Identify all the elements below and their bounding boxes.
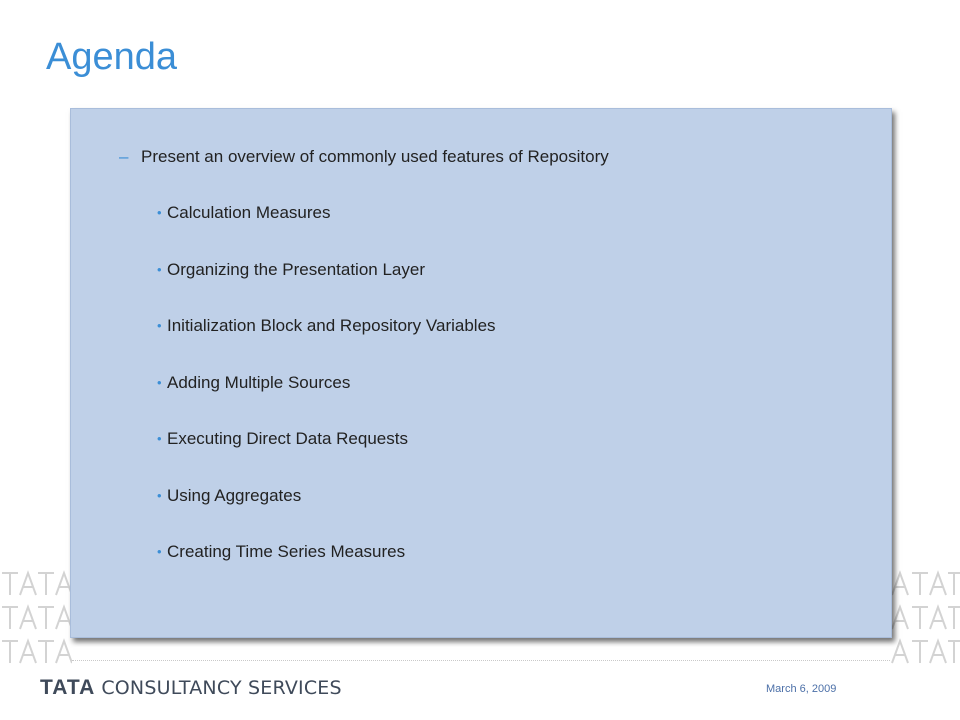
dash-marker: – [119,147,129,166]
agenda-main-point [119,147,609,167]
list-item: • Adding Multiple Sources [157,372,351,392]
agenda-sub-list [157,203,496,599]
bullet-icon: • [157,487,162,503]
list-item: • Calculation Measures [157,203,331,222]
logo-tata: TATA [40,676,96,699]
slide-date: March 6, 2009 [766,683,837,695]
list-item: • Organizing the Presentation Layer [157,259,425,279]
tata-pattern-left [0,565,72,667]
bullet-icon: • [157,374,162,390]
slide-title: Agenda [46,36,178,78]
tcs-logo [40,676,342,700]
bullet-icon: • [157,318,162,333]
bullet-icon: • [157,205,162,220]
list-item: • Creating Time Series Measures [157,542,406,561]
main-point-text: Present an overview of commonly used features of Repository [141,147,609,166]
agenda-content-box [70,108,892,638]
logo-consultancy-services: CONSULTANCY SERVICES [101,677,342,699]
bullet-icon: • [157,261,162,277]
bullet-icon: • [157,431,162,446]
footer-divider [72,660,890,661]
list-item: • Using Aggregates [157,485,302,505]
tata-pattern-right [890,565,960,667]
bullet-icon: • [157,544,162,559]
list-item: • Initialization Block and Repository Variables [157,316,496,335]
list-item: • Executing Direct Data Requests [157,429,408,448]
